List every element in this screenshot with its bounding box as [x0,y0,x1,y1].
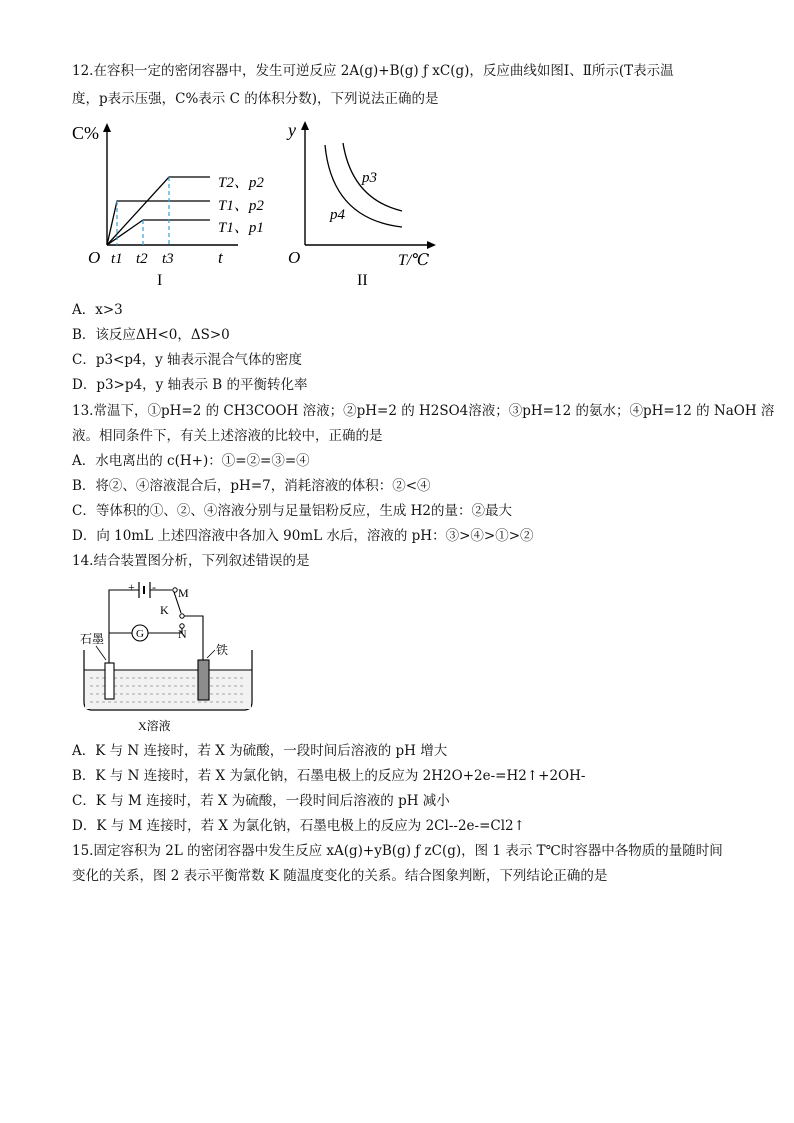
solution-label: X溶液 [138,719,171,733]
q13-stem-line2: 液。相同条件下，有关上述溶液的比较中，正确的是 [72,428,383,444]
fig1-curve-t1p2 [107,201,210,245]
fig1-caption: I [157,272,163,289]
battery-plus-label: + [128,580,135,594]
switch-n-label: N [178,627,187,641]
fig1-label-t1p1: T1、p1 [218,220,264,236]
fig1-xlabel: t [218,248,223,267]
q12-stem-line2: 度，p表示压强，C%表示 C 的体积分数)，下列说法正确的是 [72,91,439,107]
q13-option-a: A．水电离出的 c(H+)：①=②=③=④ [72,453,310,469]
galvanometer-g-label: G [136,628,144,640]
q14-option-d: D．K 与 M 连接时，若 X 为氯化钠，石墨电极上的反应为 2Cl--2e-=Cl2↑ [72,818,525,834]
fig2-ylabel: y [288,120,296,140]
fig2-x-arrow [427,241,436,249]
iron-label: 铁 [216,643,229,657]
q12-option-a: A．x>3 [72,302,123,318]
fig2-y-arrow [301,121,309,130]
fig1-curve-t1p1 [107,220,210,245]
galvanometer-right-wire [148,628,182,633]
switch-k-label: K [160,603,169,617]
q13-option-d: D．向 10mL 上述四溶液中各加入 90mL 水后，溶液的 pH：③>④>①>② [72,528,534,544]
fig1-tick-t2: t2 [136,251,148,267]
fig2-label-p3: p3 [362,170,377,186]
q12-option-d: D．p3>p4，y 轴表示 B 的平衡转化率 [72,377,308,393]
q12-figure-1 [70,115,280,290]
terminal-m [173,588,177,592]
fig1-tick-t1: t1 [111,251,123,267]
q15-stem-line2: 变化的关系，图 2 表示平衡常数 K 随温度变化的关系。结合图象判断，下列结论正确的是 [72,868,608,884]
graphite-pointer [96,646,106,660]
iron-pointer [207,650,215,658]
right-wire [184,616,203,660]
fig1-tick-t3: t3 [162,251,174,267]
q14-option-b: B．K 与 N 连接时，若 X 为氯化钠，石墨电极上的反应为 2H2O+2e-=H2↑+2OH- [72,768,586,784]
q14-apparatus-figure [76,578,256,738]
q14-option-c: C．K 与 M 连接时，若 X 为硫酸，一段时间后溶液的 pH 减小 [72,793,450,809]
fig2-label-p4: p4 [330,207,345,223]
fig1-ylabel: C% [72,123,99,143]
fig1-label-t1p2: T1、p2 [218,198,264,214]
fig1-label-t2p2: T2、p2 [218,175,264,191]
q12-option-c: C．p3<p4，y 轴表示混合气体的密度 [72,352,303,368]
iron-electrode [198,660,209,700]
q12-option-b: B．该反应ΔH<0，ΔS>0 [72,327,230,343]
q12-stem-line1: 12.在容积一定的密闭容器中，发生可逆反应 2A(g)+B(g) ƒ xC(g)，反应曲线如图Ⅰ、Ⅱ所示(T表示温 [72,63,674,79]
q12-figure-2 [282,115,442,290]
q13-option-c: C．等体积的①、②、④溶液分别与足量铝粉反应，生成 H2的量：②最大 [72,503,512,519]
switch-m-label: M [178,586,189,600]
q14-option-a: A．K 与 N 连接时，若 X 为硫酸，一段时间后溶液的 pH 增大 [72,743,448,759]
q13-stem-line1: 13.常温下，①pH=2 的 CH3COOH 溶液；②pH=2 的 H2SO4溶液；③pH=12 的氨水；④pH=12 的 NaOH 溶 [72,403,775,419]
fig2-caption: II [357,272,368,289]
battery-minus-label: - [152,580,156,594]
fig2-origin: O [288,248,301,267]
q13-option-b: B．将②、④溶液混合后，pH=7，消耗溶液的体积：②<④ [72,478,431,494]
fig2-xlabel: T/℃ [398,252,430,269]
q15-stem-line1: 15.固定容积为 2L 的密闭容器中发生反应 xA(g)+yB(g) ƒ zC(g)，图 1 表示 T℃时容器中各物质的量随时间 [72,843,723,859]
graphite-electrode [105,663,114,699]
q14-stem-line1: 14.结合装置图分析，下列叙述错误的是 [72,553,310,569]
fig1-y-arrow [103,123,111,132]
switch-k-pivot [180,614,184,618]
fig1-origin: O [88,248,101,267]
graphite-label: 石墨 [80,632,105,646]
